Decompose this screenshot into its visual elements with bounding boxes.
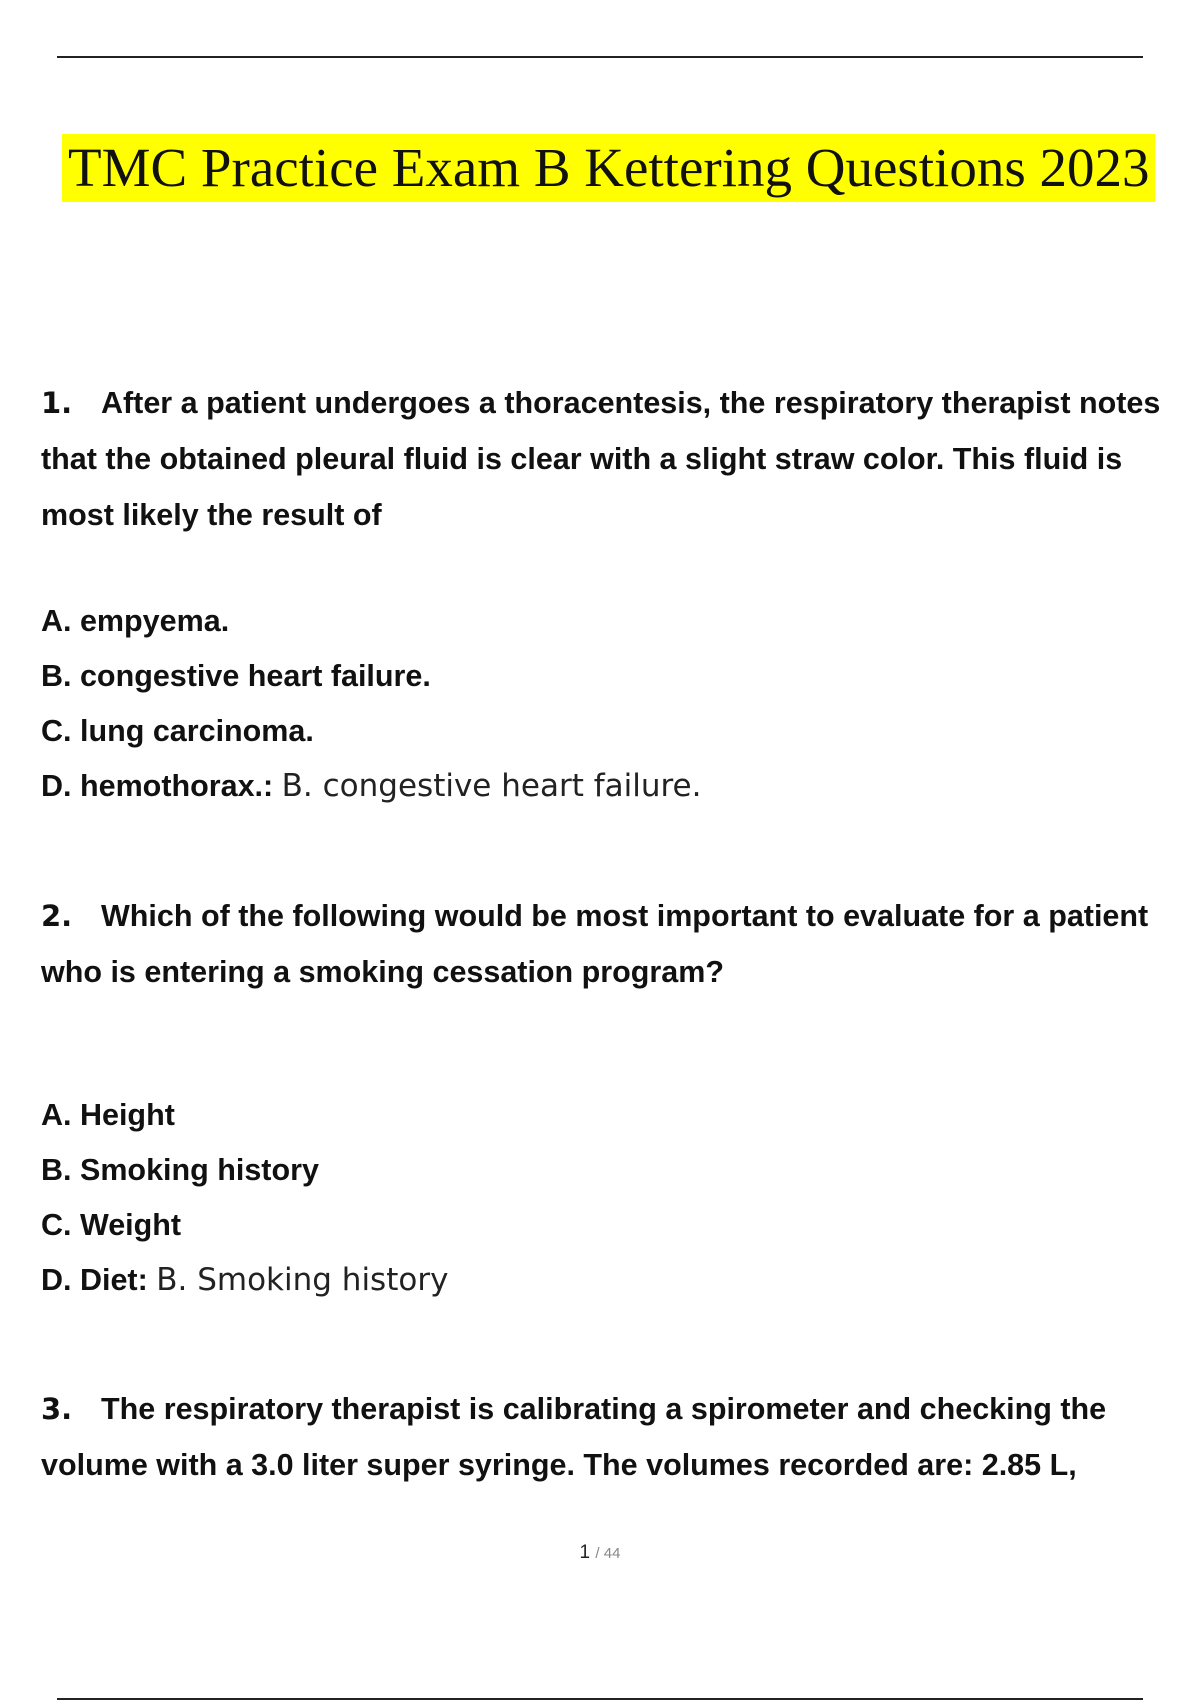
question-1-options — [41, 594, 1171, 814]
question-text — [41, 888, 1171, 1000]
option-d-label: D. hemothorax.: — [41, 769, 274, 803]
question-text — [41, 375, 1171, 543]
option-d — [41, 1253, 1171, 1308]
page-number — [0, 1542, 1200, 1564]
question-body: Which of the following would be most important to evaluate for a patient who is entering a smoking cessation program? — [41, 899, 1149, 989]
option-b: B. Smoking history — [41, 1153, 319, 1187]
question-number: 1. — [41, 386, 73, 420]
answer-text: B. congestive heart failure. — [281, 768, 702, 804]
option-d — [41, 759, 1171, 814]
answer-text: B. Smoking history — [156, 1262, 449, 1298]
option-b: B. congestive heart failure. — [41, 659, 431, 693]
question-3 — [41, 1381, 1171, 1493]
option-a: A. Height — [41, 1098, 175, 1132]
option-c: C. lung carcinoma. — [41, 714, 314, 748]
options-list — [41, 1088, 1171, 1308]
question-body: The respiratory therapist is calibrating a spirometer and checking the volume with a 3.0 liter super syringe. The volumes recorded are: 2.85 L, — [41, 1392, 1107, 1482]
question-2 — [41, 888, 1171, 1000]
question-number: 3. — [41, 1392, 73, 1426]
question-2-options — [41, 1088, 1171, 1308]
question-1 — [41, 375, 1171, 543]
page-total: / 44 — [595, 1545, 621, 1562]
document-title: TMC Practice Exam B Kettering Questions 2023 — [62, 134, 1155, 202]
option-c: C. Weight — [41, 1208, 182, 1242]
current-page: 1 — [579, 1542, 591, 1563]
option-d-label: D. Diet: — [41, 1263, 148, 1297]
options-list — [41, 594, 1171, 814]
top-rule — [57, 56, 1143, 58]
question-text — [41, 1381, 1171, 1493]
option-a: A. empyema. — [41, 604, 230, 638]
question-number: 2. — [41, 899, 73, 933]
question-body: After a patient undergoes a thoracentesis, the respiratory therapist notes that the obtained pleural fluid is clear with a slight straw color. This fluid is most likely the result of — [41, 386, 1161, 532]
